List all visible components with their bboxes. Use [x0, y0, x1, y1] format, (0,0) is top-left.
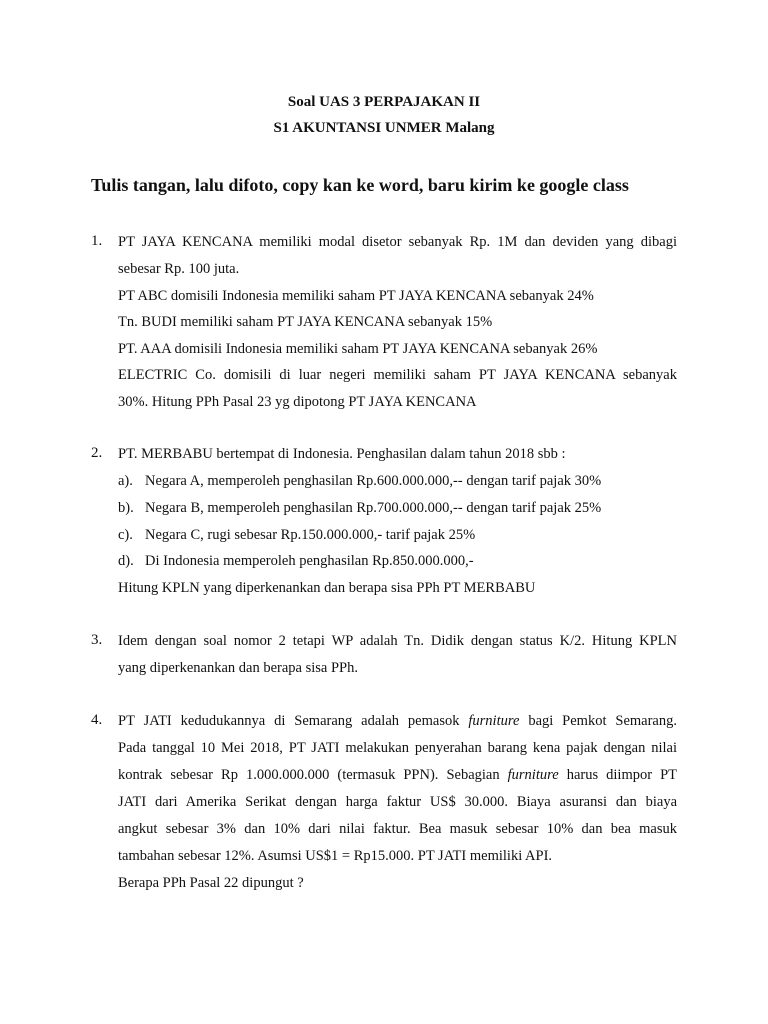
question-2-closing: Hitung KPLN yang diperkenankan dan berapa sisa PPh PT MERBABU: [118, 580, 536, 596]
question-1-line-4: Tn. BUDI memiliki saham PT JAYA KENCANA sebanyak 15%: [118, 314, 493, 330]
question-1-line-3: PT ABC domisili Indonesia memiliki saham PT JAYA KENCANA sebanyak 24%: [118, 288, 594, 304]
question-2-item-d-letter: d).: [118, 553, 134, 569]
question-2-item-b-text: Negara B, memperoleh penghasilan Rp.700.000.000,-- dengan tarif pajak 25%: [145, 500, 602, 516]
document-title: Soal UAS 3 PERPAJAKAN II: [287, 94, 481, 110]
question-3-line-1: Idem dengan soal nomor 2 tetapi WP adalah Tn. Didik dengan status K/2. Hitung KPLN: [118, 633, 677, 649]
question-3-number: 3.: [91, 632, 103, 648]
question-2-item-c-text: Negara C, rugi sebesar Rp.150.000.000,- tarif pajak 25%: [145, 527, 476, 543]
question-2-item-c-letter: c).: [118, 527, 133, 543]
instruction-text: Tulis tangan, lalu difoto, copy kan ke word, baru kirim ke google class: [91, 175, 629, 195]
question-4-number: 4.: [91, 712, 103, 728]
question-2-number: 2.: [91, 445, 103, 461]
question-1-line-2: sebesar Rp. 100 juta.: [118, 261, 240, 277]
question-1-line-6: ELECTRIC Co. domisili di luar negeri memiliki saham PT JAYA KENCANA sebanyak: [118, 367, 677, 383]
question-4-line-4: JATI dari Amerika Serikat dengan harga faktur US$ 30.000. Biaya asuransi dan biaya: [118, 794, 677, 810]
question-2-item-b-letter: b).: [118, 500, 134, 516]
question-4-line-3-part-c: harus diimpor PT: [566, 767, 677, 783]
question-2-item-a-text: Negara A, memperoleh penghasilan Rp.600.000.000,-- dengan tarif pajak 30%: [145, 473, 602, 489]
question-1-line-5: PT. AAA domisili Indonesia memiliki saham PT JAYA KENCANA sebanyak 26%: [118, 341, 598, 357]
question-2-item-d-text: Di Indonesia memperoleh penghasilan Rp.850.000.000,-: [145, 553, 474, 569]
question-1-line-1: PT JAYA KENCANA memiliki modal disetor sebanyak Rp. 1M dan deviden yang dibagi: [118, 234, 677, 250]
question-3-line-2: yang diperkenankan dan berapa sisa PPh.: [118, 660, 358, 676]
question-4-line-1: [118, 712, 677, 730]
question-4-line-3: [118, 766, 677, 784]
question-4-line-3-part-a: kontrak sebesar Rp 1.000.000.000 (termasuk PPN). Sebagian: [118, 767, 500, 783]
question-4-line-6: tambahan sebesar 12%. Asumsi US$1 = Rp15.000. PT JATI memiliki API.: [118, 848, 553, 864]
question-4-line-1-part-a: PT JATI kedudukannya di Semarang adalah pemasok: [118, 713, 460, 729]
question-2-intro: PT. MERBABU bertempat di Indonesia. Penghasilan dalam tahun 2018 sbb :: [118, 446, 566, 462]
question-4-line-2: Pada tanggal 10 Mei 2018, PT JATI melakukan penyerahan barang kena pajak dengan nilai: [118, 740, 677, 756]
question-1-line-7: 30%. Hitung PPh Pasal 23 yg dipotong PT JAYA KENCANA: [118, 394, 477, 410]
question-4-line-5: angkut sebesar 3% dan 10% dari nilai faktur. Bea masuk sebesar 10% dan bea masuk: [118, 821, 677, 837]
question-4-line-1-part-c: bagi Pemkot Semarang.: [528, 713, 677, 729]
question-1-number: 1.: [91, 233, 103, 249]
question-4-line-1-italic: furniture: [468, 713, 520, 729]
question-4-line-3-italic: furniture: [507, 767, 559, 783]
question-4-line-7: Berapa PPh Pasal 22 dipungut ?: [118, 875, 304, 891]
document-subtitle: S1 AKUNTANSI UNMER Malang: [273, 120, 495, 136]
question-2-item-a-letter: a).: [118, 473, 133, 489]
